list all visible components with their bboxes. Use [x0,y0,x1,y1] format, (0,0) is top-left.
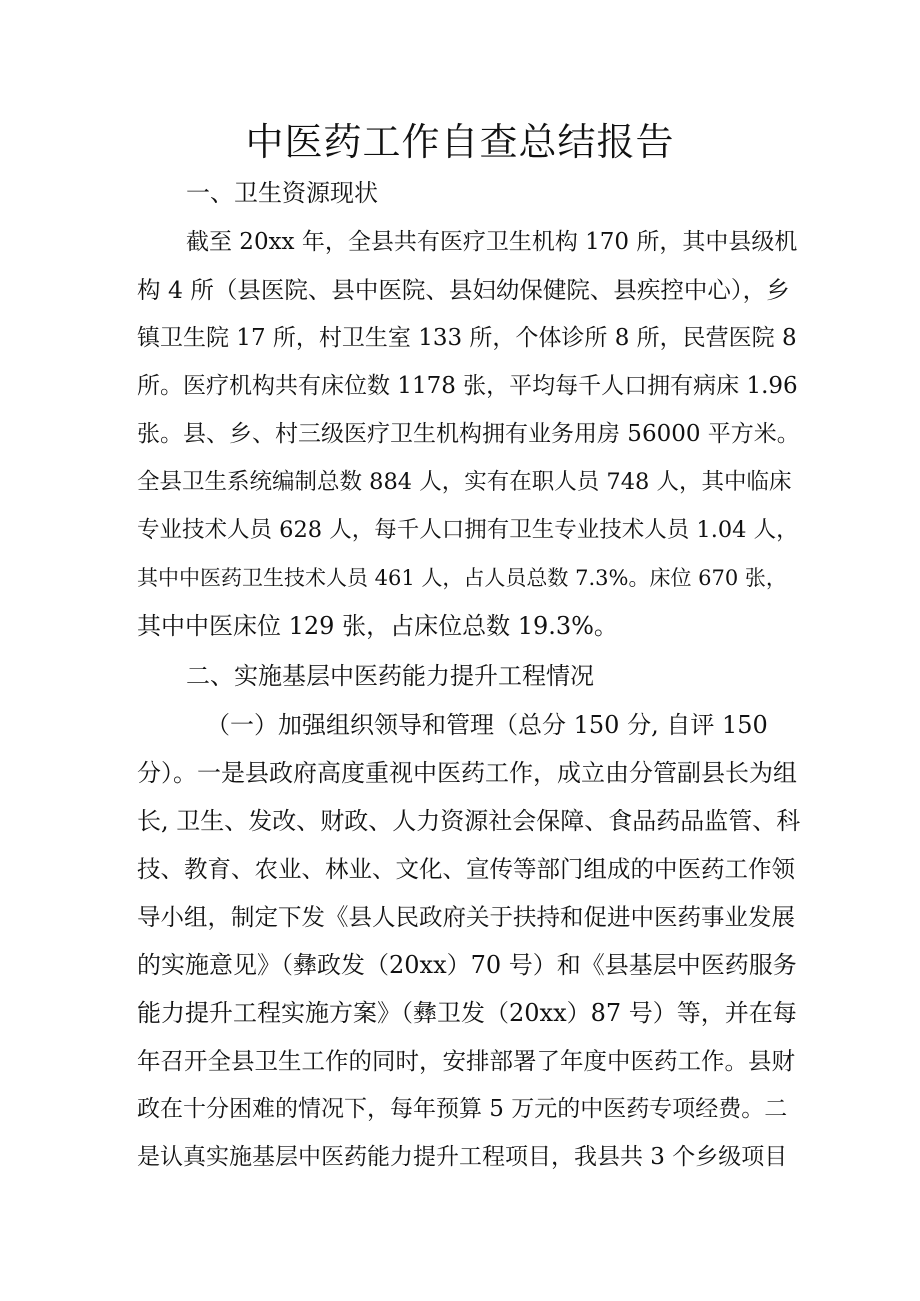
subsection-heading: （一）加强组织领导和管理（总分 150 分, 自评 150 [206,711,768,739]
paragraph-line: 政在十分困难的情况下，每年预算 5 万元的中医药专项经费。二 [137,1096,788,1122]
paragraph-line: 导小组，制定下发《县人民政府关于扶持和促进中医药事业发展 [137,903,795,931]
section-heading-2: 二、实施基层中医药能力提升工程情况 [186,662,594,690]
paragraph-line: 张。县、乡、村三级医疗卫生机构拥有业务用房 56000 平方米。 [137,421,800,447]
section-heading-1: 一、卫生资源现状 [186,179,378,207]
paragraph-line: 能力提升工程实施方案》（彝卫发（20xx）87 号）等，并在每 [137,999,797,1027]
paragraph-line: 所。医疗机构共有床位数 1178 张，平均每千人口拥有病床 1.96 [137,373,798,399]
paragraph-line: 构 4 所（县医院、县中医院、县妇幼保健院、县疾控中心），乡 [137,276,790,304]
paragraph-line: 年召开全县卫生工作的同时，安排部署了年度中医药工作。县财 [137,1047,795,1075]
document-title: 中医药工作自查总结报告 [245,120,675,164]
paragraph-line: 全县卫生系统编制总数 884 人，实有在职人员 748 人，其中临床 [137,469,792,495]
paragraph-line: 技、教育、农业、林业、文化、宣传等部门组成的中医药工作领 [137,855,795,883]
paragraph-line: 专业技术人员 628 人，每千人口拥有卫生专业技术人员 1.04 人， [137,517,799,543]
paragraph-line: 分）。一是县政府高度重视中医药工作，成立由分管副县长为组 [137,759,797,787]
paragraph-line: 的实施意见》（彝政发（20xx）70 号）和《县基层中医药服务 [137,951,797,979]
paragraph-line: 镇卫生院 17 所，村卫生室 133 所，个体诊所 8 所，民营医院 8 [137,325,797,351]
paragraph-line: 长, 卫生、发改、财政、人力资源社会保障、食品药品监管、科 [137,807,801,835]
paragraph-line: 其中中医床位 129 张，占床位总数 19.3%。 [137,612,618,640]
paragraph-line: 其中中医药卫生技术人员 461 人，占人员总数 7.3%。床位 670 张， [137,566,787,590]
paragraph-line: 截至 20xx 年，全县共有医疗卫生机构 170 所，其中县级机 [186,229,798,255]
paragraph-line: 是认真实施基层中医药能力提升工程项目，我县共 3 个乡级项目 [137,1144,788,1170]
